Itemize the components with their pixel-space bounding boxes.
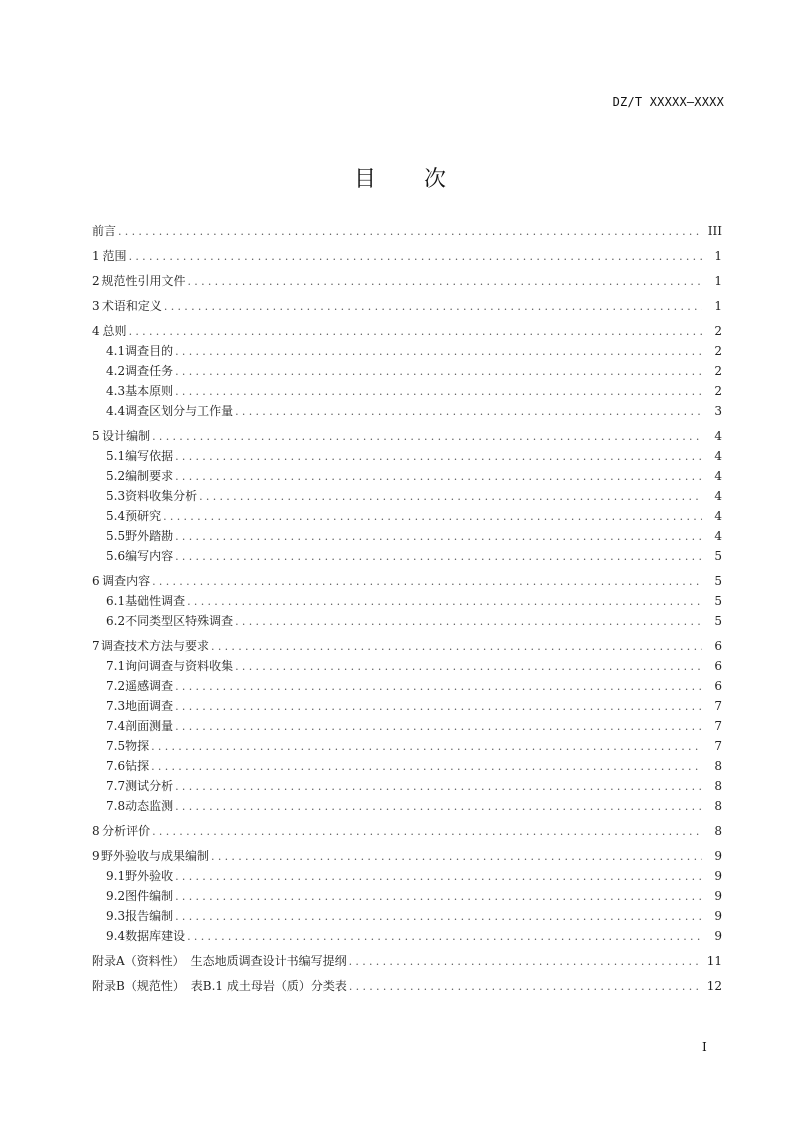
page-title	[0, 162, 800, 193]
toc-entry-appendix-a[interactable]: 附录A（资料性） 生态地质调查设计书编写提纲 ..... 11	[92, 951, 722, 971]
toc-entry-foreword[interactable]: 前言 ..... III	[92, 221, 722, 241]
toc-entry-7-3[interactable]: 7.3 地面调查 ..... 7	[92, 696, 722, 716]
toc-entry-7-4[interactable]: 7.4 剖面测量 ..... 7	[92, 716, 722, 736]
toc-entry-7-8[interactable]: 7.8 动态监测 ..... 8	[92, 796, 722, 816]
toc-entry-5-3[interactable]: 5.3 资料收集分析 ..... 4	[92, 486, 722, 506]
toc-entry-9-1[interactable]: 9.1 野外验收 ..... 9	[92, 866, 722, 886]
toc-entry-4-3[interactable]: 4.3 基本原则 ..... 2	[92, 381, 722, 401]
toc-entry-3[interactable]: 3 术语和定义 ..... 1	[92, 296, 722, 316]
toc-entry-5-6[interactable]: 5.6 编写内容 ..... 5	[92, 546, 722, 566]
toc-entry-5-1[interactable]: 5.1 编写依据 ..... 4	[92, 446, 722, 466]
toc-entry-9-2[interactable]: 9.2 图件编制 ..... 9	[92, 886, 722, 906]
toc-entry-6-2[interactable]: 6.2 不同类型区特殊调查 ..... 5	[92, 611, 722, 631]
toc-entry-4-4[interactable]: 4.4 调查区划分与工作量 ..... 3	[92, 401, 722, 421]
toc-entry-6-1[interactable]: 6.1 基础性调查 ..... 5	[92, 591, 722, 611]
toc-entry-7-1[interactable]: 7.1 询问调查与资料收集 ..... 6	[92, 656, 722, 676]
toc-entry-5[interactable]: 5 设计编制 ..... 4	[92, 426, 722, 446]
toc-entry-2[interactable]: 2 规范性引用文件 ..... 1	[92, 271, 722, 291]
standard-code: DZ/T XXXXX—XXXX	[612, 95, 724, 109]
toc-entry-5-4[interactable]: 5.4 预研究 ..... 4	[92, 506, 722, 526]
toc-entry-1[interactable]: 1 范围 ..... 1	[92, 246, 722, 266]
toc-entry-9-3[interactable]: 9.3 报告编制 ..... 9	[92, 906, 722, 926]
toc-entry-7-7[interactable]: 7.7 测试分析 ..... 8	[92, 776, 722, 796]
toc-entry-7-5[interactable]: 7.5 物探 ..... 7	[92, 736, 722, 756]
toc-entry-4-2[interactable]: 4.2 调查任务 ..... 2	[92, 361, 722, 381]
toc-entry-9-4[interactable]: 9.4 数据库建设 ..... 9	[92, 926, 722, 946]
toc-entry-8[interactable]: 8 分析评价 ..... 8	[92, 821, 722, 841]
title-char-2: 次	[424, 167, 447, 192]
table-of-contents	[92, 221, 722, 996]
toc-entry-5-2[interactable]: 5.2 编制要求 ..... 4	[92, 466, 722, 486]
toc-entry-7-6[interactable]: 7.6 钻探 ..... 8	[92, 756, 722, 776]
toc-entry-6[interactable]: 6 调查内容 ..... 5	[92, 571, 722, 591]
page-folio: I	[702, 1040, 707, 1054]
toc-entry-5-5[interactable]: 5.5 野外踏勘 ..... 4	[92, 526, 722, 546]
toc-entry-7[interactable]: 7 调查技术方法与要求 ..... 6	[92, 636, 722, 656]
toc-entry-4[interactable]: 4 总则 ..... 2	[92, 321, 722, 341]
toc-entry-9[interactable]: 9 野外验收与成果编制 ..... 9	[92, 846, 722, 866]
toc-entry-4-1[interactable]: 4.1 调查目的 ..... 2	[92, 341, 722, 361]
toc-entry-7-2[interactable]: 7.2 遥感调查 ..... 6	[92, 676, 722, 696]
dot-leader	[118, 222, 702, 242]
toc-entry-appendix-b[interactable]: 附录B（规范性） 表B.1 成土母岩（质）分类表 ..... 12	[92, 976, 722, 996]
title-char-1: 目	[353, 167, 376, 192]
